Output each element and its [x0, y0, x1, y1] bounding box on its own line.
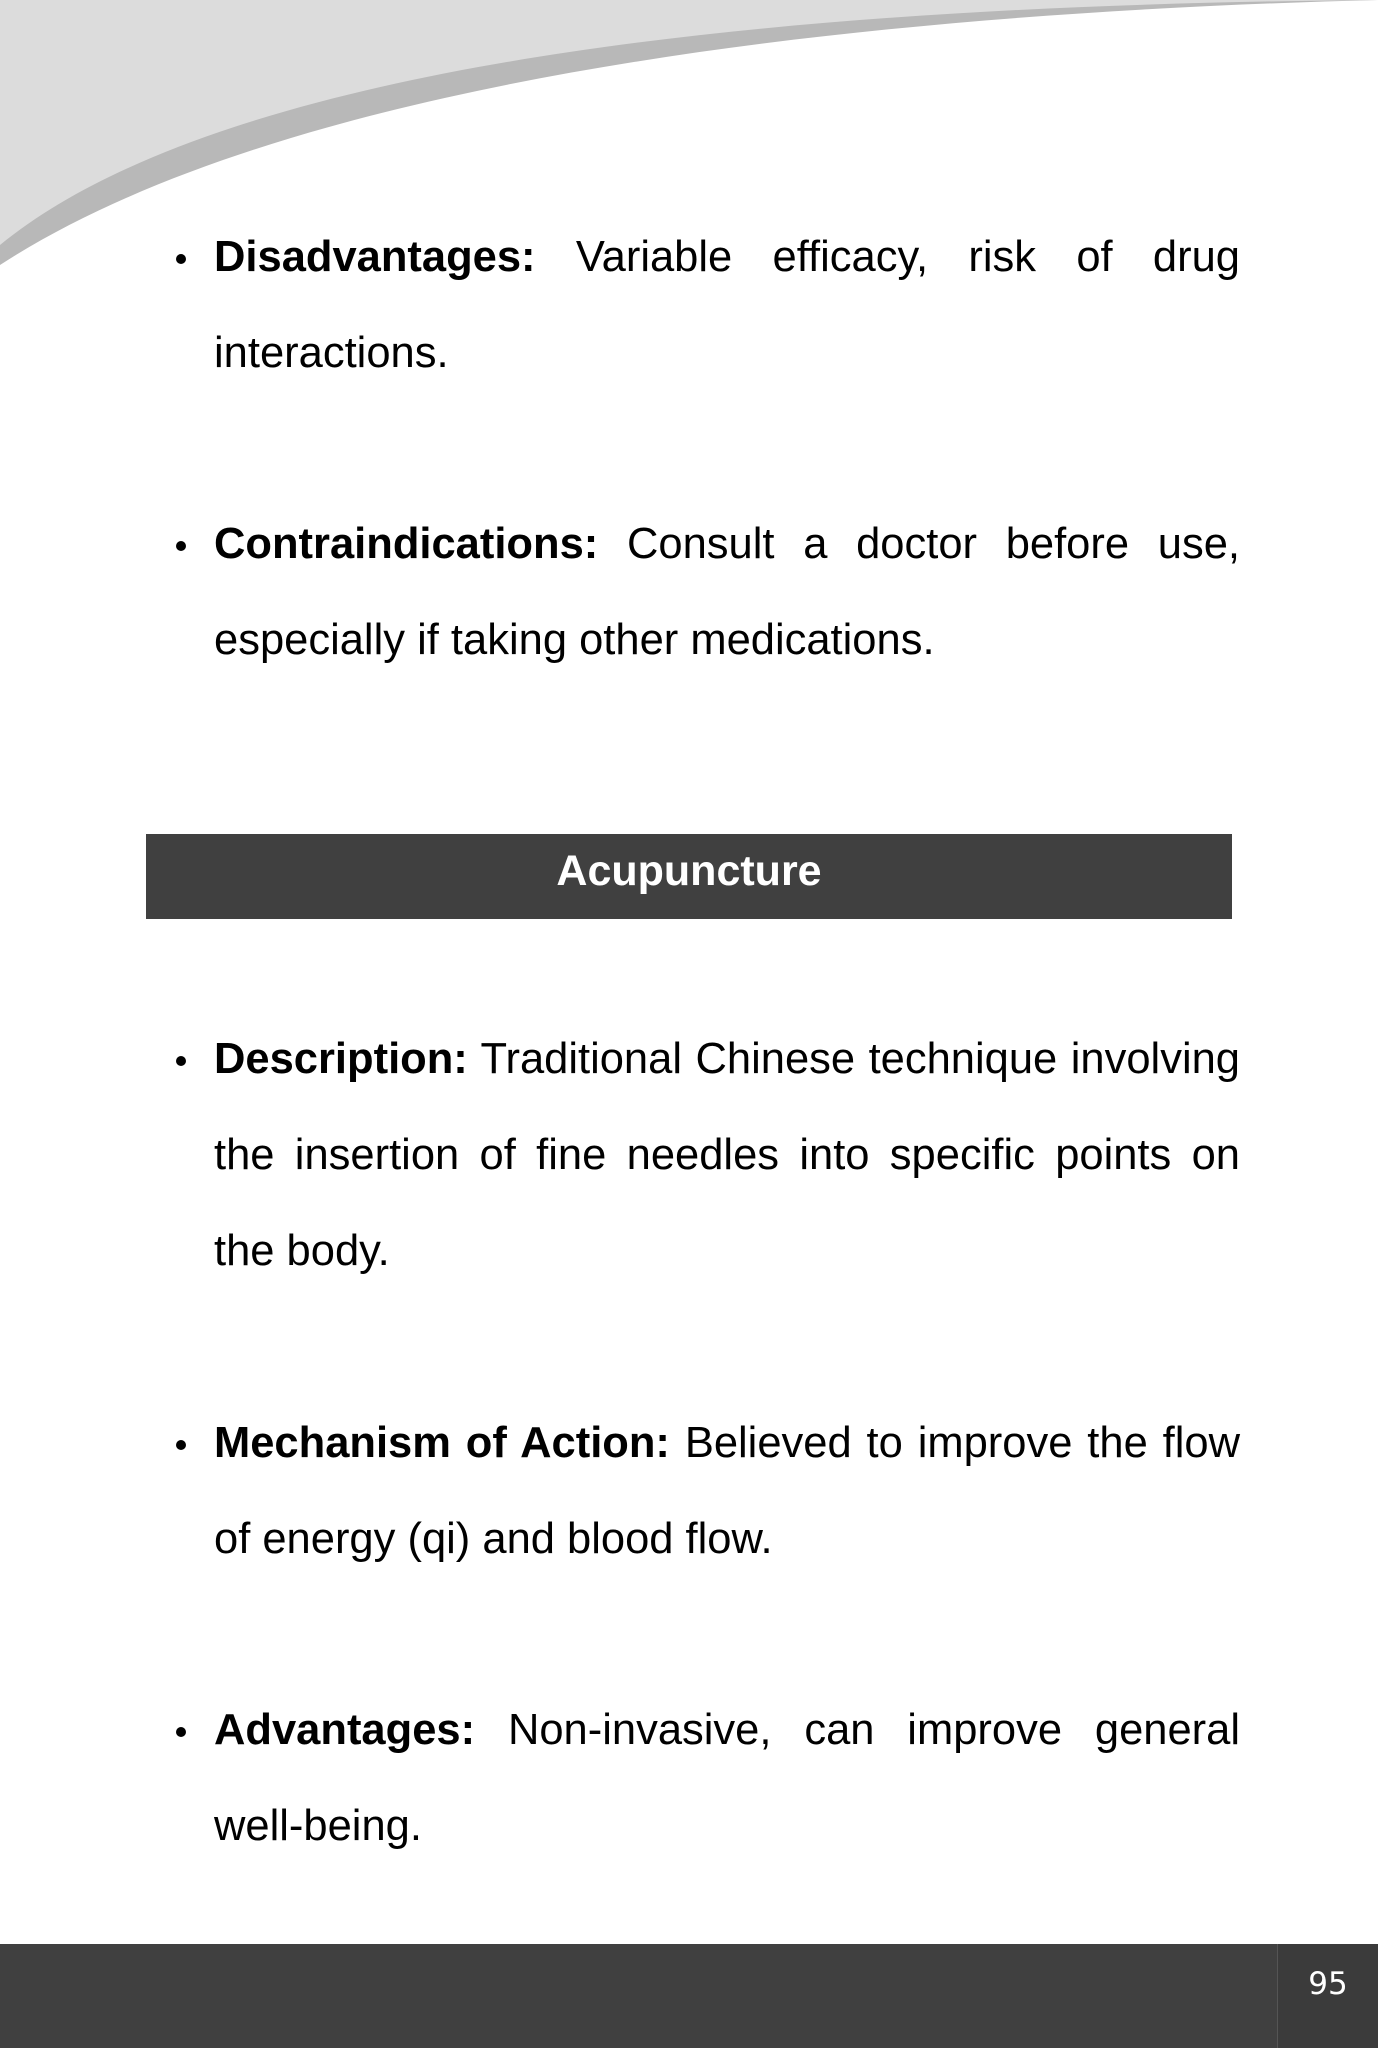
list-item-disadvantages: [176, 233, 1240, 432]
list-item-text: [214, 1682, 1240, 1874]
term-description: Non-invasive, can improve general well-being.: [214, 1706, 1240, 1850]
bullet-icon: [176, 1056, 186, 1066]
bullet-icon: [176, 541, 186, 551]
list-item-contraindications: [176, 520, 1240, 719]
page-number: 95: [1277, 1944, 1378, 2048]
term-description: Consult a doctor before use, especially if taking other medications.: [214, 520, 1240, 664]
term-description: Traditional Chinese technique involving the insertion of fine needles into specific points on the body.: [214, 1035, 1240, 1275]
term-description: Variable efficacy, risk of drug interactions.: [214, 233, 1240, 377]
term-description: Believed to improve the flow of energy (qi) and blood flow.: [214, 1419, 1240, 1563]
bullet-icon: [176, 1440, 186, 1450]
term-label: Advantages:: [214, 1706, 476, 1754]
bullet-icon: [176, 254, 186, 264]
list-item-text: [214, 496, 1240, 688]
term-label: Disadvantages:: [214, 233, 536, 281]
list-item-description: [176, 1035, 1240, 1330]
page-footer: [0, 1944, 1378, 2048]
term-label: Description:: [214, 1035, 468, 1083]
bullet-icon: [176, 1727, 186, 1737]
list-item-text: [214, 1395, 1240, 1587]
list-item-text: [214, 209, 1240, 401]
term-label: Contraindications:: [214, 520, 599, 568]
list-item-mechanism: [176, 1419, 1240, 1618]
term-label: Mechanism of Action:: [214, 1419, 670, 1467]
list-item-text: [214, 1011, 1240, 1299]
section-heading-acupuncture: Acupuncture: [146, 834, 1232, 919]
list-item-advantages: [176, 1706, 1240, 1905]
